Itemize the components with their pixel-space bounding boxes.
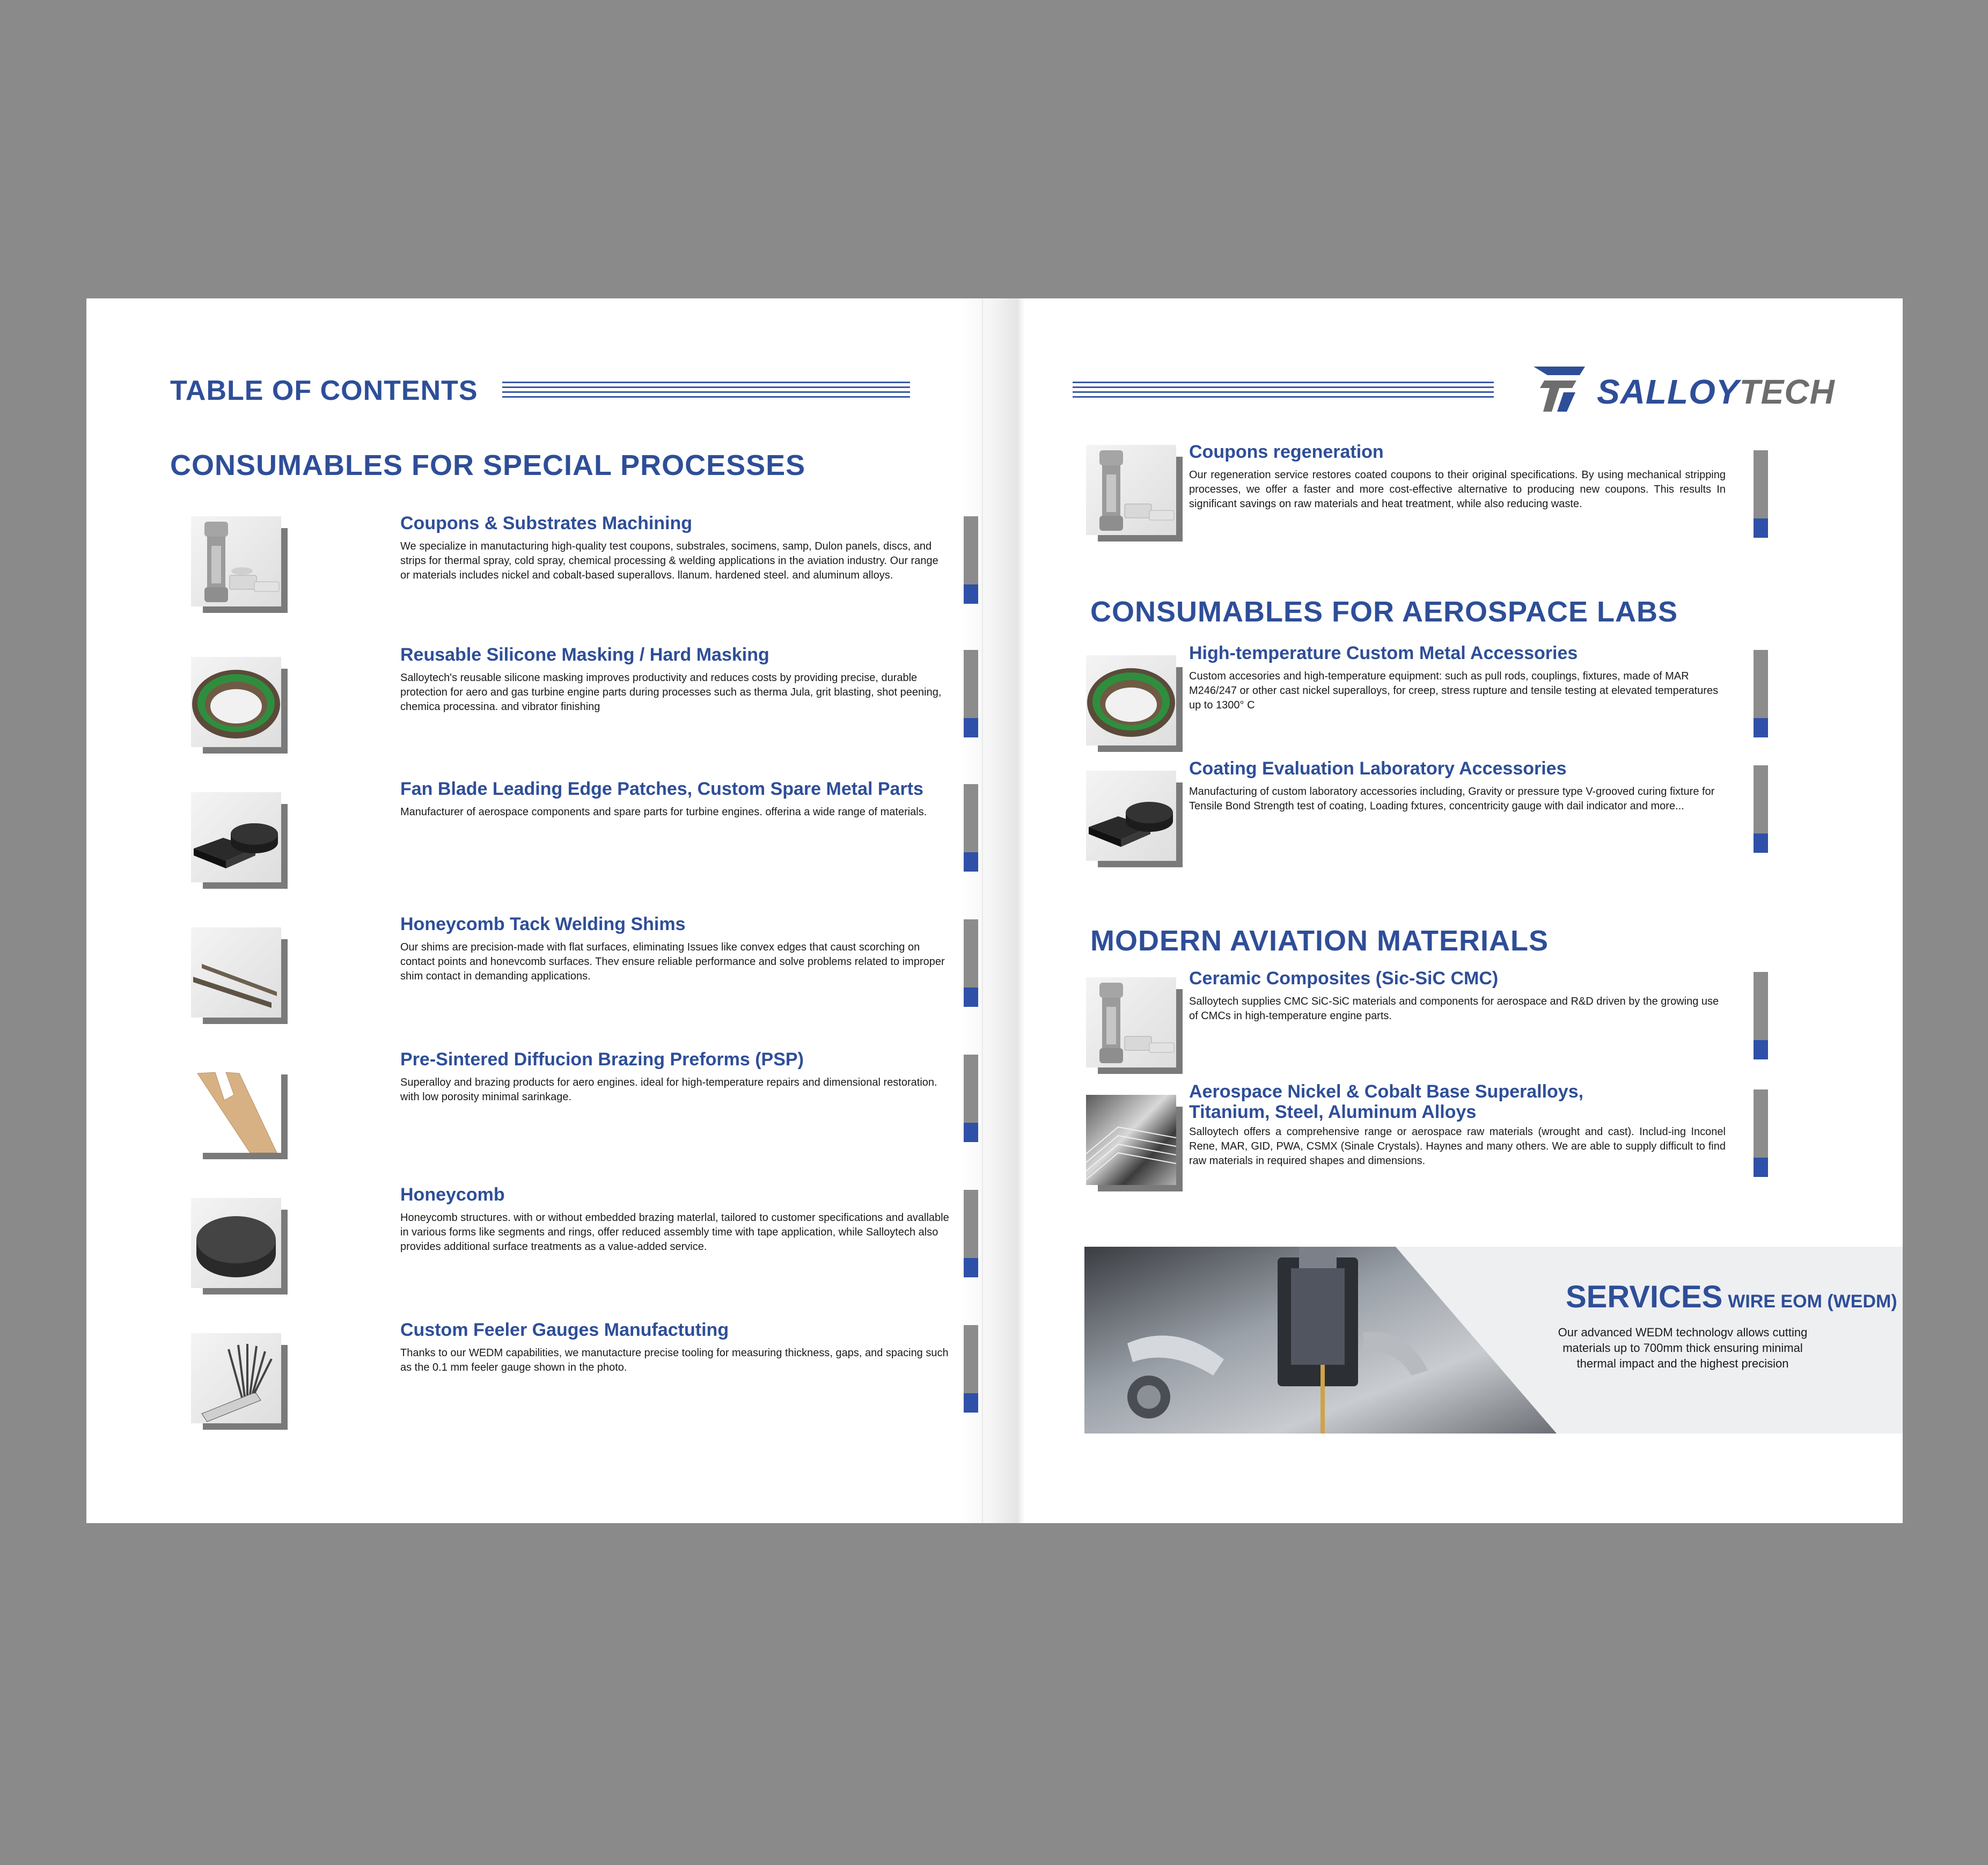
item-title-line2: Titanium, Steel, Aluminum Alloys (1189, 1102, 1477, 1122)
metal-sheets-icon (1086, 1095, 1183, 1191)
item-description: Custom accesories and high-temperature equipment: such as pull rods, couplings, fixtures, made of MAR M246/247 or other cast nickel superalloys, for creep, stress rupture and tensile testing at elevated temperatures up to 1300° C (1189, 670, 1719, 711)
item-title: Custom Feeler Gauges Manufactuting (400, 1320, 729, 1340)
services-heading (1566, 1279, 1897, 1315)
toc-item-coupons-regeneration[interactable] (1086, 442, 1875, 547)
toc-title: TABLE OF CONTENTS (170, 375, 478, 406)
logo-text-tech: TECH (1739, 372, 1835, 411)
section-title-aerospace-labs: CONSUMABLES FOR AEROSPACE LABS (1090, 596, 1678, 628)
item-title: Ceramic Composites (Sic-SiC CMC) (1189, 968, 1499, 989)
progress-bar (1754, 972, 1768, 1059)
coupon-icon (1086, 977, 1183, 1074)
services-banner[interactable] (1084, 1247, 1903, 1434)
item-title: High-temperature Custom Metal Accessories (1189, 643, 1578, 663)
progress-bar (964, 650, 978, 737)
item-title: Coating Evaluation Laboratory Accessories (1189, 758, 1567, 779)
item-title: Pre-Sintered Diffucion Brazing Preforms (PSP) (400, 1049, 804, 1070)
brochure-spread (86, 298, 1903, 1523)
shims-icon (191, 927, 288, 1024)
wedm-machine-photo (1084, 1247, 1557, 1434)
progress-bar (964, 1190, 978, 1277)
services-description: Our advanced WEDM technologv allows cutting materials up to 700mm thick ensuring minimal thermal impact and the highest precision (1558, 1326, 1808, 1370)
item-description: Thanks to our WEDM capabilities, we manutacture precise tooling for measuring thickness, gaps, and spacing such as the 0.1 mm feeler gauge shown in the photo. (400, 1347, 949, 1373)
title-stripes-left (502, 382, 910, 403)
toc-item-coating-evaluation[interactable] (1086, 758, 1875, 873)
toc-item-brazing-preforms[interactable] (191, 1049, 980, 1165)
progress-bar (964, 1325, 978, 1413)
coupon-icon (1086, 445, 1183, 542)
toc-item-superalloys[interactable] (1086, 1081, 1875, 1197)
ring-mask-icon (191, 657, 288, 754)
item-description: Superalloy and brazing products for aero engines. ideal for high-temperature repairs and dimensional restoration. with low porosity minimal sarinkage. (400, 1077, 937, 1103)
feeler-gauge-icon (191, 1333, 288, 1430)
metal-parts-icon (1086, 771, 1183, 867)
salloytech-logo (1534, 367, 1834, 420)
metal-parts-icon (191, 792, 288, 889)
item-description: Manufacturer of aerospace components and spare parts for turbine engines. offerina a wide range of materials. (400, 806, 927, 818)
item-title: Honeycomb Tack Welding Shims (400, 914, 686, 934)
item-title: Coupons & Substrates Machining (400, 513, 693, 533)
item-description: Salloytech offers a comprehensive range or aerospace raw materials (wrought and cast). Includ-ing Inconel Rene, MAR, GID, PWA, CSMX (Sinale Crystals). Haynes and many others. We are able to supply difficult to find raw materials in required shapes and dimensions. (1189, 1126, 1726, 1167)
progress-bar (964, 919, 978, 1007)
item-title: Coupons regeneration (1189, 442, 1384, 462)
item-title: Aerospace Nickel & Cobalt Base Superalloys, (1189, 1081, 1584, 1102)
ring-mask-icon (1086, 655, 1183, 752)
progress-bar (964, 1055, 978, 1142)
item-title: Honeycomb (400, 1184, 505, 1205)
coupon-icon (191, 516, 288, 613)
title-stripes-right (1073, 382, 1494, 403)
toc-item-feeler-gauges[interactable] (191, 1320, 980, 1435)
progress-bar (1754, 650, 1768, 737)
item-description: Our shims are precision-made with flat surfaces, eliminating Issues like convex edges that caust scorching on contact points and honevcomb surfaces. Thev ensure reliable performance and solve problems related to improper shim contact in demanding applications. (400, 941, 945, 982)
section-title-aviation-materials: MODERN AVIATION MATERIALS (1090, 925, 1549, 957)
logo-mark-icon (1534, 367, 1587, 415)
progress-bar (964, 516, 978, 604)
section-title-special-processes: CONSUMABLES FOR SPECIAL PROCESSES (170, 449, 806, 481)
item-title: Fan Blade Leading Edge Patches, Custom Spare Metal Parts (400, 779, 923, 799)
honeycomb-disc-icon (191, 1198, 288, 1294)
progress-bar (1754, 450, 1768, 538)
toc-item-coupons-machining[interactable] (191, 513, 980, 618)
item-description: We specialize in manutacturing high-quality test coupons, substrales, socimens, samp, Dulon panels, discs, and strips for thermal spray, cold spray, chemical processing & welding applications in the aviation industry. Our range or materials includes nickel and cobalt-based superallovs. llanum. hardened steel. and aluminum alloys. (400, 540, 938, 581)
item-description: Manufacturing of custom laboratory accessories including, Gravity or pressure type V-grooved curing fixture for Tensile Bond Strength test of coating, Loading fxtures, concentricity gauge with dail indicator and more... (1189, 786, 1715, 812)
progress-bar (964, 784, 978, 872)
toc-item-high-temp-accessories[interactable] (1086, 643, 1875, 757)
item-description: Our regeneration service restores coated coupons to their original specifications. By using mechanical stripping processes, we offer a faster and more cost-effective alternative to producing new coupons. This results In significant savings on raw materials and heat treatment, while also reducing waste. (1189, 469, 1726, 510)
toc-item-silicone-masking[interactable] (191, 645, 980, 759)
logo-text-salloy: SALLOY (1597, 372, 1740, 411)
toc-item-ceramic-composites[interactable] (1086, 968, 1875, 1079)
item-description: Salloytech's reusable silicone masking improves productivity and reduces costs by providing precise, durable protection for aero and gas turbine engine parts during processes such as therma Jula, grit blasting, shot peening, chemica processina. and vibrator finishing (400, 672, 942, 713)
toc-item-honeycomb[interactable] (191, 1184, 980, 1300)
services-title: SERVICES (1566, 1279, 1723, 1314)
page-fold (982, 298, 983, 1523)
preform-icon (191, 1063, 288, 1159)
services-subtitle: WIRE EOM (WEDM) (1728, 1291, 1897, 1312)
item-description: Honeycomb structures. with or without embedded brazing materlal, tailored to customer specifications and avallable in various forms like segments and rings, offer reduced assembly time with tape application, while Salloytech also provides additional surface treatments as a value-added service. (400, 1212, 949, 1253)
progress-bar (1754, 765, 1768, 853)
toc-item-tack-welding-shims[interactable] (191, 914, 980, 1029)
item-title: Reusable Silicone Masking / Hard Masking (400, 645, 769, 665)
toc-item-fan-blade-patches[interactable] (191, 779, 980, 894)
item-description: Salloytech supplies CMC SiC-SiC materials and components for aerospace and R&D driven by the growing use of CMCs in high-temperature engine parts. (1189, 996, 1719, 1022)
progress-bar (1754, 1089, 1768, 1177)
